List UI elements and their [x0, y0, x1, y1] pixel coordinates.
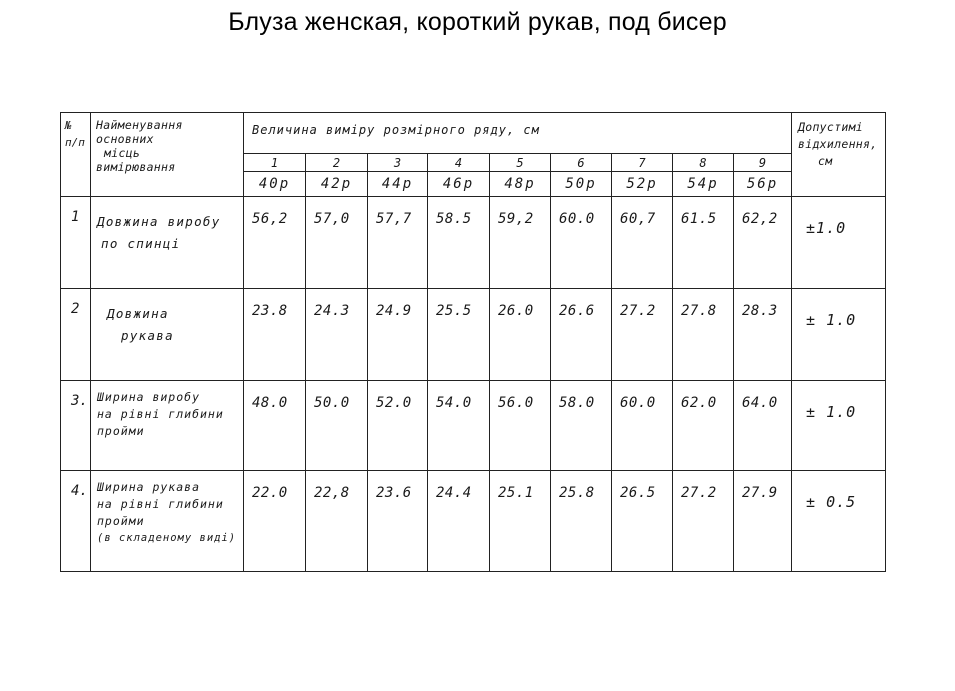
- row-number: 3.: [61, 381, 91, 471]
- size-label: 52р: [612, 172, 673, 197]
- row-value: 60,7: [612, 197, 673, 289]
- row-name-line: Довжина виробу: [97, 214, 221, 229]
- table-row: [61, 381, 886, 471]
- header-name-line: місць: [104, 146, 141, 160]
- row-name-line: по спинці: [101, 236, 181, 251]
- size-label: 54р: [673, 172, 734, 197]
- row-number: 1: [61, 197, 91, 289]
- row-value: 23.6: [368, 471, 428, 572]
- row-name-line: Ширина рукава: [97, 480, 201, 494]
- row-name-line: рукава: [121, 328, 174, 343]
- row-value: 58.5: [428, 197, 490, 289]
- row-value: 62.0: [673, 381, 734, 471]
- column-number: 1: [244, 154, 306, 172]
- header-tolerance-line: см: [818, 154, 833, 168]
- row-number: 2: [61, 289, 91, 381]
- row-number: 4.: [61, 471, 91, 572]
- header-name-line: вимірювання: [96, 160, 176, 174]
- column-number: 5: [490, 154, 551, 172]
- row-value: 24.3: [306, 289, 368, 381]
- row-tolerance: ± 1.0: [792, 289, 886, 381]
- column-number: 7: [612, 154, 673, 172]
- row-value: 27.2: [612, 289, 673, 381]
- row-name: [91, 289, 244, 381]
- size-label: 40р: [244, 172, 306, 197]
- row-value: 50.0: [306, 381, 368, 471]
- row-name: [91, 471, 244, 572]
- column-number: 9: [734, 154, 792, 172]
- size-label: 50р: [551, 172, 612, 197]
- table-row: [61, 471, 886, 572]
- column-number: 4: [428, 154, 490, 172]
- header-tolerance: [792, 113, 886, 197]
- row-value: 56,2: [244, 197, 306, 289]
- row-value: 27.2: [673, 471, 734, 572]
- column-number: 8: [673, 154, 734, 172]
- row-name-line: (в складеному виді): [97, 532, 237, 544]
- row-value: 58.0: [551, 381, 612, 471]
- row-value: 48.0: [244, 381, 306, 471]
- column-number: 6: [551, 154, 612, 172]
- column-number: 2: [306, 154, 368, 172]
- measurement-table-scan: [60, 112, 885, 572]
- row-name-line: на рівні глибини: [97, 497, 224, 511]
- row-tolerance: ± 0.5: [792, 471, 886, 572]
- row-value: 25.1: [490, 471, 551, 572]
- row-value: 62,2: [734, 197, 792, 289]
- page-title: Блуза женская, короткий рукав, под бисер: [228, 8, 727, 36]
- row-name-line: Довжина: [107, 306, 169, 321]
- row-name-line: пройми: [97, 424, 145, 438]
- row-value: 61.5: [673, 197, 734, 289]
- row-value: 22.0: [244, 471, 306, 572]
- row-value: 25.5: [428, 289, 490, 381]
- table-row: [61, 197, 886, 289]
- header-row-top: [61, 113, 886, 154]
- row-name-line: на рівні глибини: [97, 407, 224, 421]
- row-value: 22,8: [306, 471, 368, 572]
- row-value: 57,7: [368, 197, 428, 289]
- row-value: 23.8: [244, 289, 306, 381]
- row-value: 24.9: [368, 289, 428, 381]
- row-value: 26.5: [612, 471, 673, 572]
- size-label: 46р: [428, 172, 490, 197]
- row-value: 57,0: [306, 197, 368, 289]
- row-value: 26.0: [490, 289, 551, 381]
- header-name-line: Найменування: [96, 118, 183, 132]
- row-value: 26.6: [551, 289, 612, 381]
- header-number: [61, 113, 91, 197]
- size-label: 56р: [734, 172, 792, 197]
- row-value: 52.0: [368, 381, 428, 471]
- header-number-line2: п/п: [65, 136, 85, 149]
- size-label: 42р: [306, 172, 368, 197]
- row-name: [91, 381, 244, 471]
- header-tolerance-line: Допустимі: [798, 120, 864, 134]
- header-number-line1: №: [65, 119, 72, 132]
- header-size-title: Величина виміру розмірного ряду, см: [244, 113, 792, 154]
- size-label: 44р: [368, 172, 428, 197]
- row-name-line: пройми: [97, 514, 145, 528]
- row-value: 60.0: [612, 381, 673, 471]
- column-number: 3: [368, 154, 428, 172]
- header-name: [91, 113, 244, 197]
- row-value: 59,2: [490, 197, 551, 289]
- table-row: [61, 289, 886, 381]
- row-name: [91, 197, 244, 289]
- header-tolerance-line: відхилення,: [798, 137, 878, 151]
- row-value: 25.8: [551, 471, 612, 572]
- row-value: 56.0: [490, 381, 551, 471]
- measurement-table: [60, 112, 886, 572]
- row-tolerance: ±1.0: [792, 197, 886, 289]
- row-name-line: Ширина виробу: [97, 390, 201, 404]
- row-value: 54.0: [428, 381, 490, 471]
- row-value: 27.8: [673, 289, 734, 381]
- header-name-line: основних: [96, 132, 154, 146]
- row-value: 64.0: [734, 381, 792, 471]
- size-label: 48р: [490, 172, 551, 197]
- row-value: 24.4: [428, 471, 490, 572]
- row-value: 28.3: [734, 289, 792, 381]
- row-value: 27.9: [734, 471, 792, 572]
- row-tolerance: ± 1.0: [792, 381, 886, 471]
- row-value: 60.0: [551, 197, 612, 289]
